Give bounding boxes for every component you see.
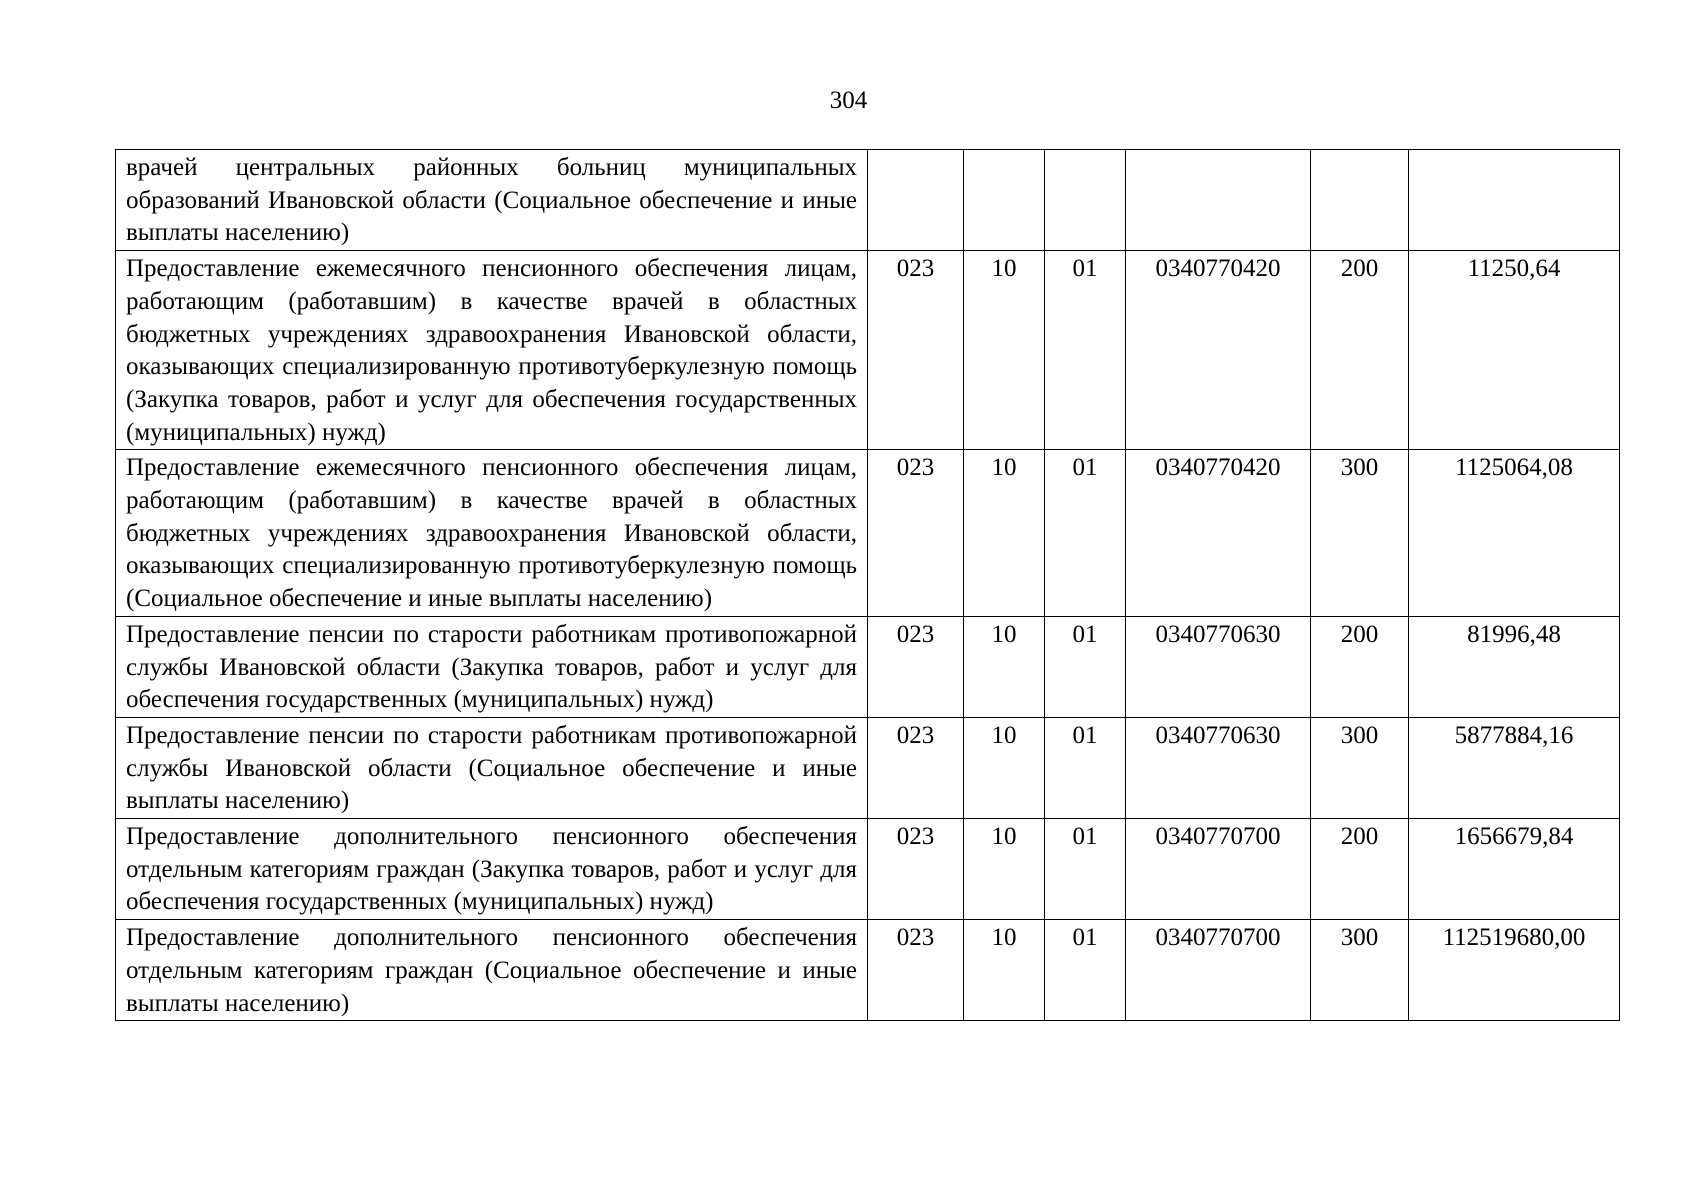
row-ministry-code: 023 xyxy=(868,616,964,717)
row-subsection-code: 01 xyxy=(1045,450,1126,617)
row-target-article: 0340770420 xyxy=(1126,450,1311,617)
row-target-article: 0340770700 xyxy=(1126,819,1311,920)
table-row xyxy=(116,920,1620,1021)
row-section-code xyxy=(964,150,1045,251)
budget-table xyxy=(115,149,1620,1021)
row-subsection-code: 01 xyxy=(1045,251,1126,450)
row-description: Предоставление дополнительного пенсионного обеспечения отдельным категориям граждан (Социальное обеспечение и иные выплаты населению) xyxy=(116,920,868,1021)
row-ministry-code: 023 xyxy=(868,717,964,818)
row-target-article: 0340770630 xyxy=(1126,717,1311,818)
row-ministry-code: 023 xyxy=(868,450,964,617)
row-expense-type: 200 xyxy=(1311,251,1409,450)
row-target-article: 0340770420 xyxy=(1126,251,1311,450)
row-expense-type: 200 xyxy=(1311,616,1409,717)
row-target-article: 0340770700 xyxy=(1126,920,1311,1021)
row-ministry-code xyxy=(868,150,964,251)
row-description: Предоставление дополнительного пенсионного обеспечения отдельным категориям граждан (Закупка товаров, работ и услуг для обеспечения государственных (муниципальных) нужд) xyxy=(116,819,868,920)
row-amount: 112519680,00 xyxy=(1409,920,1620,1021)
row-section-code: 10 xyxy=(964,251,1045,450)
row-description: Предоставление пенсии по старости работникам противопожарной службы Ивановской области (Закупка товаров, работ и услуг для обеспечения государственных (муниципальных) нужд) xyxy=(116,616,868,717)
row-section-code: 10 xyxy=(964,819,1045,920)
row-target-article xyxy=(1126,150,1311,251)
row-expense-type xyxy=(1311,150,1409,251)
row-amount: 1656679,84 xyxy=(1409,819,1620,920)
table-row xyxy=(116,616,1620,717)
row-expense-type: 300 xyxy=(1311,920,1409,1021)
row-amount xyxy=(1409,150,1620,251)
row-subsection-code: 01 xyxy=(1045,819,1126,920)
row-subsection-code: 01 xyxy=(1045,717,1126,818)
page-number: 304 xyxy=(829,87,868,114)
row-expense-type: 300 xyxy=(1311,450,1409,617)
table-row xyxy=(116,717,1620,818)
row-description: Предоставление ежемесячного пенсионного обеспечения лицам, работающим (работавшим) в качестве врачей в областных бюджетных учреждениях здравоохранения Ивановской области, оказывающих специализированную противотуберкулезную помощь (Закупка товаров, работ и услуг для обеспечения государственных (муниципальных) нужд) xyxy=(116,251,868,450)
table-body xyxy=(116,150,1620,1021)
row-ministry-code: 023 xyxy=(868,251,964,450)
row-subsection-code xyxy=(1045,150,1126,251)
row-amount: 5877884,16 xyxy=(1409,717,1620,818)
row-section-code: 10 xyxy=(964,920,1045,1021)
row-amount: 11250,64 xyxy=(1409,251,1620,450)
row-description: Предоставление пенсии по старости работникам противопожарной службы Ивановской области (Социальное обеспечение и иные выплаты населению) xyxy=(116,717,868,818)
row-section-code: 10 xyxy=(964,717,1045,818)
row-ministry-code: 023 xyxy=(868,819,964,920)
row-expense-type: 300 xyxy=(1311,717,1409,818)
row-description: врачей центральных районных больниц муниципальных образований Ивановской области (Социальное обеспечение и иные выплаты населению) xyxy=(116,150,868,251)
row-ministry-code: 023 xyxy=(868,920,964,1021)
row-subsection-code: 01 xyxy=(1045,920,1126,1021)
row-subsection-code: 01 xyxy=(1045,616,1126,717)
row-target-article: 0340770630 xyxy=(1126,616,1311,717)
table-row xyxy=(116,450,1620,617)
row-section-code: 10 xyxy=(964,450,1045,617)
row-expense-type: 200 xyxy=(1311,819,1409,920)
row-section-code: 10 xyxy=(964,616,1045,717)
table-row xyxy=(116,150,1620,251)
row-amount: 81996,48 xyxy=(1409,616,1620,717)
row-description: Предоставление ежемесячного пенсионного обеспечения лицам, работающим (работавшим) в качестве врачей в областных бюджетных учреждениях здравоохранения Ивановской области, оказывающих специализированную противотуберкулезную помощь (Социальное обеспечение и иные выплаты населению) xyxy=(116,450,868,617)
table-row xyxy=(116,251,1620,450)
row-amount: 1125064,08 xyxy=(1409,450,1620,617)
table-row xyxy=(116,819,1620,920)
